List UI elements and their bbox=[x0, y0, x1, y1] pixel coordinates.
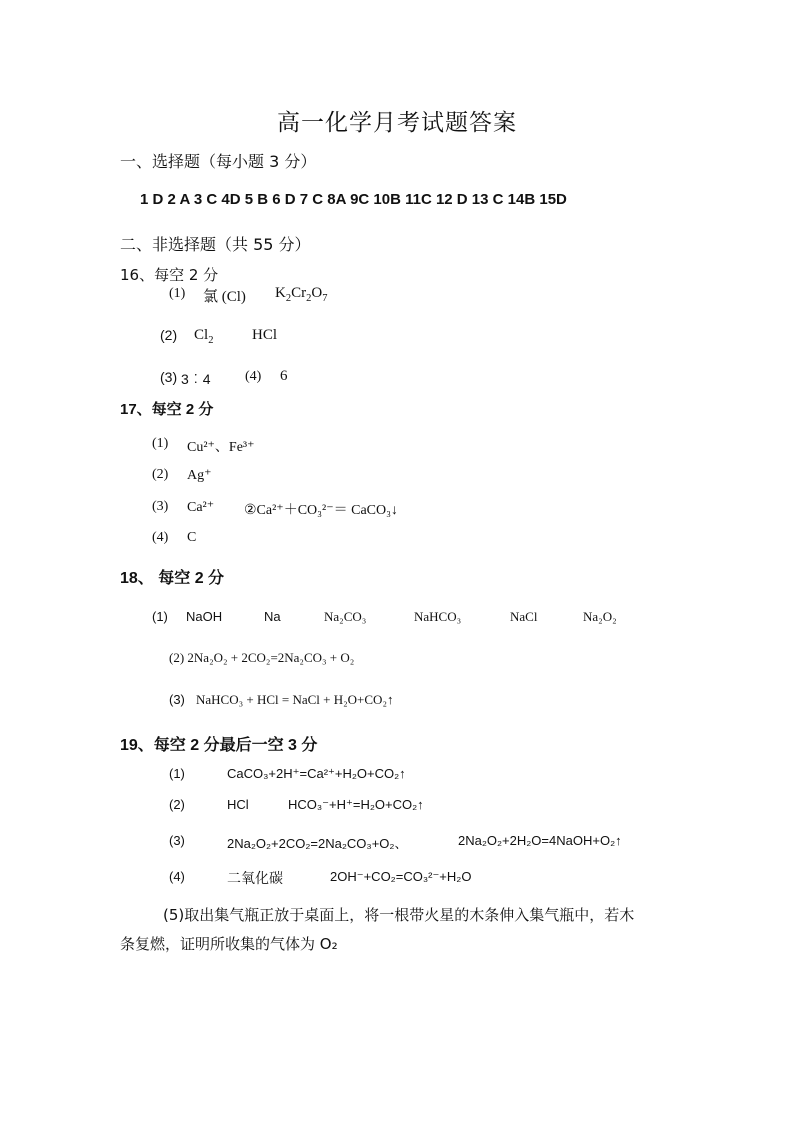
q19-item2-answer-a: HCl bbox=[227, 797, 249, 812]
q19-item1-number: (1) bbox=[169, 766, 185, 781]
q18-item1-answer-3: Na₂CO₃ bbox=[324, 609, 367, 624]
formula-part: Cr bbox=[291, 285, 307, 301]
formula-part: Cl bbox=[194, 327, 209, 343]
q16-item1-number: (1) bbox=[169, 286, 186, 301]
page-title: 高一化学月考试题答案 bbox=[277, 110, 517, 136]
formula-part: K bbox=[275, 285, 286, 301]
q16-item2-answer-a bbox=[194, 327, 213, 344]
section1-heading: 一、选择题（每小题 3 分） bbox=[120, 152, 317, 171]
q18-item1-answer-2: Na bbox=[264, 609, 281, 624]
q18-item3-number: (3) bbox=[169, 692, 185, 707]
q19-item2-answer-b: HCO₃⁻+H⁺=H₂O+CO₂↑ bbox=[288, 797, 424, 812]
q17-item3-answer: Ca²⁺ bbox=[187, 500, 215, 515]
formula-sub: 2 bbox=[306, 293, 312, 304]
multiple-choice-answers: 1 D 2 A 3 C 4D 5 B 6 D 7 C 8A 9C 10B 11C 12 D 13 C 14B 15D bbox=[140, 191, 567, 208]
q17-heading: 17、每空 2 分 bbox=[120, 401, 214, 418]
q16-item2-answer-b: HCl bbox=[252, 327, 278, 343]
q17-item1-number: (1) bbox=[152, 436, 169, 451]
q16-item3-number: (3) bbox=[160, 369, 178, 385]
q16-heading: 16、每空 2 分 bbox=[120, 266, 219, 284]
q19-item2-number: (2) bbox=[169, 797, 185, 812]
q18-item1-answer-4: NaHCO₃ bbox=[414, 609, 462, 624]
q17-item4-number: (4) bbox=[152, 530, 169, 545]
q19-item3-number: (3) bbox=[169, 833, 185, 848]
q17-item3-equation: ②Ca²⁺＋CO₃²⁻＝ CaCO₃↓ bbox=[244, 503, 398, 518]
formula-sub: 2 bbox=[208, 335, 214, 346]
q18-item3-answer: NaHCO₃ + HCl = NaCl + H₂O+CO₂↑ bbox=[196, 692, 394, 707]
formula-sub: 2 bbox=[285, 293, 292, 304]
q16-item3-answer: 3︰4 bbox=[181, 371, 211, 387]
q19-item4-number: (4) bbox=[169, 869, 185, 884]
formula-part: O bbox=[311, 285, 323, 301]
q17-item3-number: (3) bbox=[152, 499, 169, 514]
q19-item4-answer-a: 二氧化碳 bbox=[227, 870, 283, 886]
q19-item4-answer-b: 2OH⁻+CO₂=CO₃²⁻+H₂O bbox=[330, 869, 472, 884]
q18-item1-number: (1) bbox=[152, 609, 168, 624]
formula-sub: 7 bbox=[322, 293, 328, 304]
q16-item4-number: (4) bbox=[245, 369, 262, 384]
q17-item2-number: (2) bbox=[152, 467, 169, 482]
q17-item4-answer: C bbox=[187, 530, 197, 545]
q18-item1-answer-1: NaOH bbox=[186, 609, 223, 624]
q19-item5-line2: 条复燃，证明所收集的气体为 O₂ bbox=[120, 935, 338, 953]
q18-item1-answer-5: NaCl bbox=[510, 609, 538, 624]
section2-heading: 二、非选择题（共 55 分） bbox=[120, 235, 311, 254]
q16-item1-answer-a: 氯 (Cl) bbox=[203, 289, 246, 305]
q18-item2-answer: (2) 2Na₂O₂ + 2CO₂=2Na₂CO₃ + O₂ bbox=[169, 650, 355, 665]
q19-item3-answer-b: 2Na₂O₂+2H₂O=4NaOH+O₂↑ bbox=[458, 833, 622, 848]
q18-item1-answer-6: Na₂O₂ bbox=[583, 609, 617, 624]
q16-item1-answer-b bbox=[275, 285, 327, 302]
q17-item2-answer: Ag⁺ bbox=[187, 468, 212, 483]
q16-item4-answer: 6 bbox=[280, 368, 288, 384]
q16-item2-number: (2) bbox=[160, 327, 178, 343]
q19-item3-answer-a: 2Na₂O₂+2CO₂=2Na₂CO₃+O₂、 bbox=[227, 836, 408, 851]
q19-item1-answer: CaCO₃+2H⁺=Ca²⁺+H₂O+CO₂↑ bbox=[227, 766, 406, 781]
q19-heading: 19、每空 2 分最后一空 3 分 bbox=[120, 737, 318, 754]
q19-item5-line1: (5)取出集气瓶正放于桌面上，将一根带火星的木条伸入集气瓶中，若木 bbox=[163, 906, 635, 924]
q18-heading: 18、 每空 2 分 bbox=[120, 570, 225, 587]
q17-item1-answer: Cu²⁺、Fe³⁺ bbox=[187, 440, 255, 455]
